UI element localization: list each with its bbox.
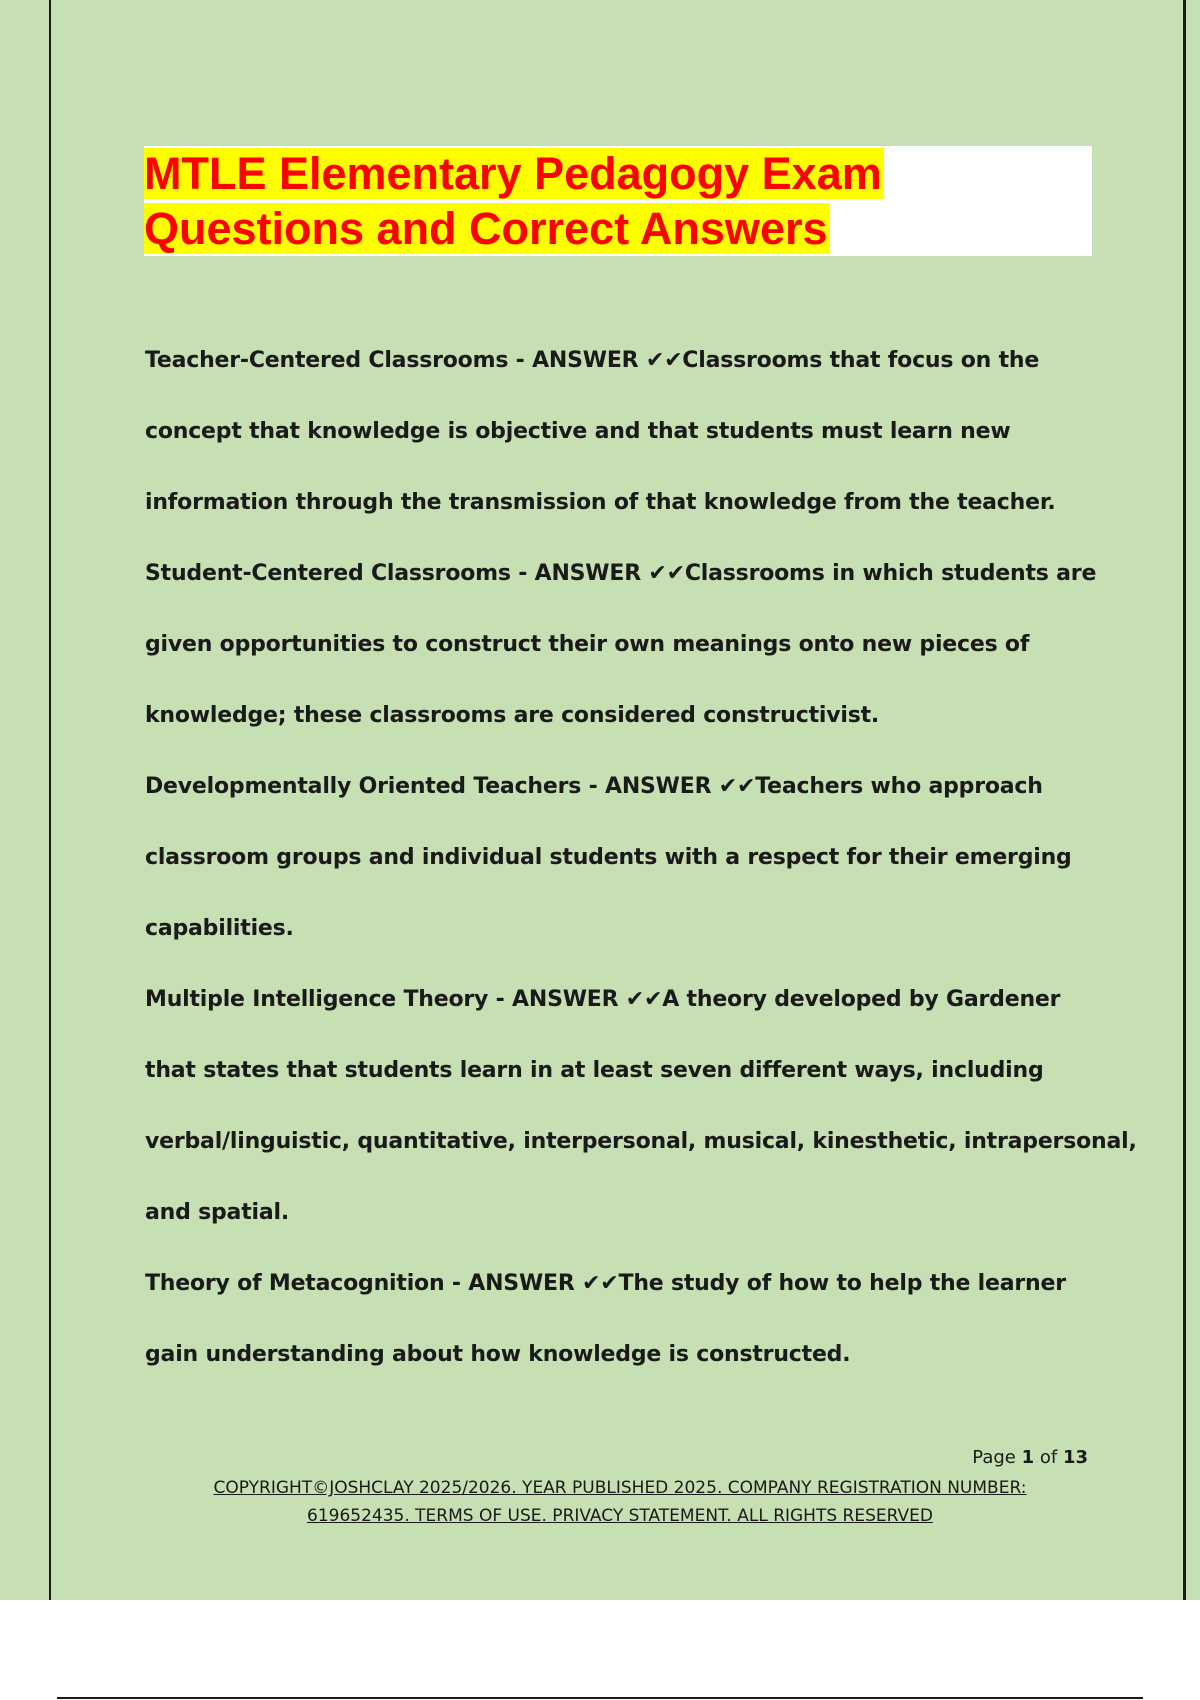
qa-line: Student-Centered Classrooms - ANSWER ✔✔Classrooms in which students are <box>145 561 1097 586</box>
qa-entry <box>145 964 1137 1248</box>
qa-line: and spatial. <box>145 1200 290 1225</box>
qa-line: Multiple Intelligence Theory - ANSWER ✔✔A theory developed by Gardener <box>145 987 1061 1012</box>
qa-entry <box>145 325 1095 538</box>
qa-line: knowledge; these classrooms are considered constructivist. <box>145 703 880 728</box>
qa-line: gain understanding about how knowledge is constructed. <box>145 1342 851 1367</box>
page-current: 1 <box>1021 1447 1035 1468</box>
document-title <box>144 146 1092 256</box>
qa-line: classroom groups and individual students with a respect for their emerging <box>145 845 1072 870</box>
page-prefix: Page <box>972 1447 1022 1468</box>
qa-line: verbal/linguistic, quantitative, interpersonal, musical, kinesthetic, intrapersonal, <box>145 1129 1137 1154</box>
qa-line: capabilities. <box>145 916 294 941</box>
title-line-1: MTLE Elementary Pedagogy Exam <box>144 148 882 199</box>
bottom-rule <box>57 1697 1143 1699</box>
page-total: 13 <box>1062 1447 1088 1468</box>
title-line-2: Questions and Correct Answers <box>144 203 828 254</box>
copyright-line-2: 619652435. TERMS OF USE. PRIVACY STATEMENT. ALL RIGHTS RESERVED <box>307 1506 933 1526</box>
qa-list <box>145 325 1137 1390</box>
qa-entry <box>145 538 1095 751</box>
qa-line: Teacher-Centered Classrooms - ANSWER ✔✔Classrooms that focus on the <box>145 348 1040 373</box>
qa-line: given opportunities to construct their own meanings onto new pieces of <box>145 632 1030 657</box>
qa-line: Developmentally Oriented Teachers - ANSWER ✔✔Teachers who approach <box>145 774 1043 799</box>
qa-line: concept that knowledge is objective and that students must learn new <box>145 419 1011 444</box>
qa-entry <box>145 751 1095 964</box>
copyright-line-1: COPYRIGHT©JOSHCLAY 2025/2026. YEAR PUBLISHED 2025. COMPANY REGISTRATION NUMBER: <box>213 1478 1027 1498</box>
page-number <box>972 1447 1088 1468</box>
qa-entry <box>145 1248 1095 1390</box>
qa-line: Theory of Metacognition - ANSWER ✔✔The study of how to help the learner <box>145 1271 1066 1296</box>
page-of: of <box>1034 1447 1063 1468</box>
page-border-left <box>49 0 51 1600</box>
qa-line: information through the transmission of that knowledge from the teacher. <box>145 490 1056 515</box>
page-border-right <box>1183 0 1186 1600</box>
copyright-notice <box>150 1474 1090 1530</box>
qa-line: that states that students learn in at least seven different ways, including <box>145 1058 1044 1083</box>
